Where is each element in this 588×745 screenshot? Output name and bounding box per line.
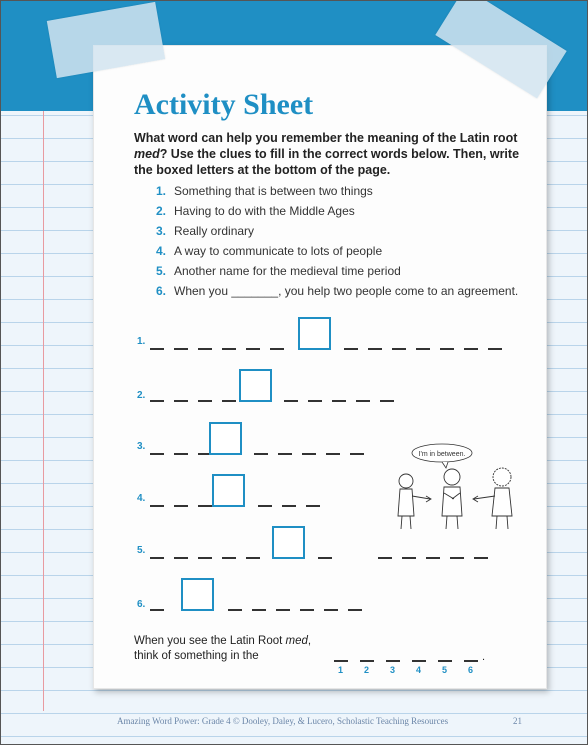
letter-blank[interactable] [308,400,322,402]
clue-text: Something that is between two things [174,184,373,198]
letter-blank[interactable] [258,505,272,507]
letter-blank[interactable] [222,400,236,402]
letter-blank[interactable] [222,557,236,559]
puzzle-row-number: 1. [137,336,146,347]
clue-text: Really ordinary [174,224,255,238]
final-line-1-b: , [307,635,312,647]
letter-blank[interactable] [348,609,362,611]
puzzle-row-number: 5. [137,545,146,556]
clue-item [156,224,536,244]
letter-blank[interactable] [474,557,488,559]
page-number: 21 [513,716,522,726]
clue-number: 5. [156,264,167,278]
letter-blank[interactable] [488,348,502,350]
answer-blank-4[interactable] [412,660,426,662]
answer-blank-2[interactable] [360,660,374,662]
letter-blank[interactable] [198,557,212,559]
answer-digit: 4 [416,665,422,675]
instructions-root: med [134,147,160,161]
letter-blank[interactable] [332,400,346,402]
letter-blank[interactable] [368,348,382,350]
between-illustration [384,441,534,536]
final-root: med [285,635,308,647]
clue-number: 4. [156,244,167,258]
letter-blank[interactable] [426,557,440,559]
letter-blank[interactable] [284,400,298,402]
puzzle-row-number: 3. [137,441,146,452]
letter-blank[interactable] [150,400,164,402]
puzzle-row-number: 6. [137,599,146,610]
answer-blank-3[interactable] [386,660,400,662]
letter-blank[interactable] [356,400,370,402]
clue-item [156,284,536,304]
letter-blank[interactable] [306,505,320,507]
answer-digit: 6 [468,665,474,675]
letter-blank[interactable] [150,609,164,611]
letter-blank[interactable] [282,505,296,507]
final-line-2: think of something in the [134,650,259,662]
clue-text: A way to communicate to lots of people [174,244,383,258]
instructions-part-a: What word can help you remember the meaning of the Latin root [134,131,518,145]
letter-blank[interactable] [302,453,316,455]
clue-number: 3. [156,224,167,238]
letter-box-3[interactable] [209,422,242,455]
letter-box-4[interactable] [212,474,245,507]
letter-blank[interactable] [392,348,406,350]
answer-blank-1[interactable] [334,660,348,662]
letter-blank[interactable] [416,348,430,350]
footer-credit: Amazing Word Power: Grade 4 © Dooley, Daley, & Lucero, Scholastic Teaching Resources [117,716,449,726]
letter-blank[interactable] [344,348,358,350]
clue-list [156,184,536,304]
letter-blank[interactable] [402,557,416,559]
puzzle-row-number: 2. [137,390,146,401]
activity-sheet [93,45,547,689]
page-footer [1,714,588,730]
letter-blank[interactable] [378,557,392,559]
letter-blank[interactable] [464,348,478,350]
letter-blank[interactable] [198,348,212,350]
letter-blank[interactable] [450,557,464,559]
letter-blank[interactable] [246,557,260,559]
answer-digit: 3 [390,665,396,675]
letter-blank[interactable] [380,400,394,402]
answer-digit: 1 [338,665,344,675]
answer-digit: 5 [442,665,448,675]
answer-digit: 2 [364,665,370,675]
letter-blank[interactable] [246,348,260,350]
answer-blank-6[interactable] [464,660,478,662]
clue-item [156,204,536,224]
clue-item [156,244,536,264]
letter-box-2[interactable] [239,369,272,402]
letter-blank[interactable] [198,505,212,507]
letter-blank[interactable] [222,348,236,350]
letter-blank[interactable] [150,557,164,559]
letter-box-5[interactable] [272,526,305,559]
letter-blank[interactable] [252,609,266,611]
letter-box-6[interactable] [181,578,214,611]
final-line-1 [134,634,311,649]
clue-item [156,264,536,284]
letter-blank[interactable] [198,400,212,402]
final-line-1-a: When you see the Latin Root [134,635,286,647]
margin-line [43,111,44,711]
letter-blank[interactable] [326,453,340,455]
puzzle-row-number: 4. [137,493,146,504]
answer-end-mark: . [482,651,486,663]
instructions-part-b: ? Use the clues to fill in the correct words below. Then, write the boxed letters at the bottom of the page. [134,147,520,177]
letter-box-1[interactable] [298,317,331,350]
clue-number: 1. [156,184,167,198]
letter-blank[interactable] [324,609,338,611]
letter-blank[interactable] [228,609,242,611]
clue-number: 2. [156,204,167,218]
final-prompt [134,634,311,664]
clue-item [156,184,536,204]
letter-blank[interactable] [318,557,332,559]
clue-number: 6. [156,284,167,298]
answer-blank-5[interactable] [438,660,452,662]
letter-blank[interactable] [150,505,164,507]
letter-blank[interactable] [174,505,188,507]
speech-bubble-text: I'm in between. [418,451,466,458]
clue-text: Having to do with the Middle Ages [174,204,355,218]
letter-blank[interactable] [440,348,454,350]
letter-blank[interactable] [174,348,188,350]
clue-text: Another name for the medieval time period [174,264,401,278]
letter-blank[interactable] [300,609,314,611]
instructions [134,130,529,178]
letter-blank[interactable] [174,453,188,455]
letter-blank[interactable] [174,400,188,402]
letter-blank[interactable] [254,453,268,455]
letter-blank[interactable] [150,453,164,455]
letter-blank[interactable] [174,557,188,559]
letter-blank[interactable] [278,453,292,455]
page-title: Activity Sheet [134,88,314,121]
letter-blank[interactable] [350,453,364,455]
letter-blank[interactable] [270,348,284,350]
letter-blank[interactable] [150,348,164,350]
clue-text: When you _______, you help two people come to an agreement. [174,284,519,298]
letter-blank[interactable] [276,609,290,611]
